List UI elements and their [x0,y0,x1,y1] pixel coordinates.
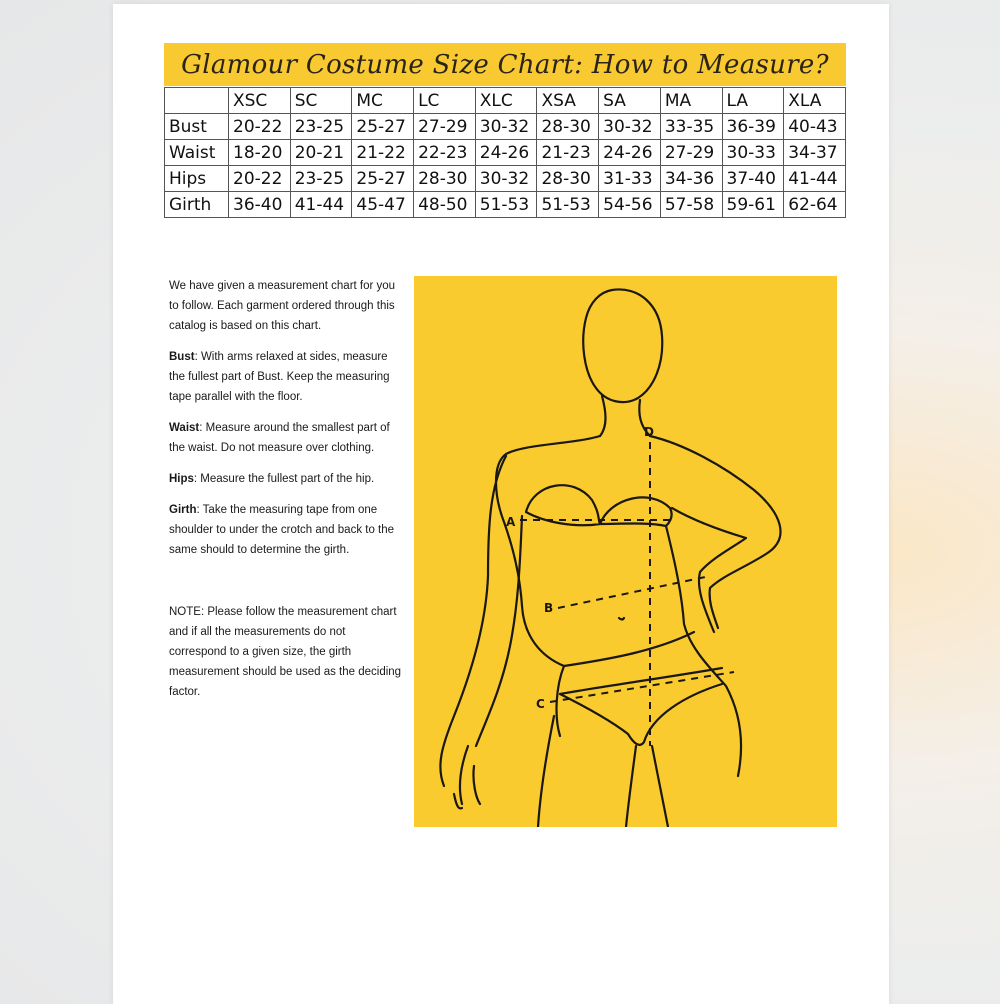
row-label: Hips [165,166,229,192]
table-cell: 36-39 [722,114,784,140]
row-label: Bust [165,114,229,140]
size-header: XLA [784,88,846,114]
size-header: LA [722,88,784,114]
right-torso-outline [666,526,741,776]
table-cell: 21-23 [537,140,599,166]
girth-text: : Take the measuring tape from one shoulder to under the crotch and back to the same should to determine the girth. [169,504,395,556]
bust-label: Bust [169,351,195,363]
size-chart-header [165,88,846,114]
table-cell: 37-40 [722,166,784,192]
table-cell: 20-21 [290,140,352,166]
table-cell: 24-26 [599,140,661,166]
line-c-hips [550,672,734,702]
table-cell: 51-53 [475,192,537,218]
bust-text: : With arms relaxed at sides, measure the fullest part of Bust. Keep the measuring tape parallel with the floor. [169,351,390,403]
size-header: XSA [537,88,599,114]
table-cell: 28-30 [537,114,599,140]
table-cell: 30-32 [475,114,537,140]
title-banner [164,43,846,86]
navel-mark [619,618,624,620]
table-cell: 23-25 [290,166,352,192]
marker-d-label: D [644,425,654,439]
size-header: SC [290,88,352,114]
table-cell: 20-22 [229,114,291,140]
girth-label: Girth [169,504,197,516]
corner-cell [165,88,229,114]
table-row-hips [165,166,846,192]
left-leg-outline [538,716,554,827]
waist-instruction [169,418,405,458]
left-arm-outline [440,456,506,808]
size-header: MA [660,88,722,114]
table-cell: 30-32 [475,166,537,192]
table-row-waist [165,140,846,166]
waist-label: Waist [169,422,200,434]
table-cell: 28-30 [537,166,599,192]
neck-outline [600,396,606,436]
left-arm-inner [476,516,522,746]
table-row-girth [165,192,846,218]
leg-inner-outline [626,746,668,827]
table-cell: 33-35 [660,114,722,140]
table-cell: 18-20 [229,140,291,166]
table-cell: 25-27 [352,166,414,192]
table-cell: 62-64 [784,192,846,218]
table-cell: 59-61 [722,192,784,218]
table-cell: 27-29 [414,114,476,140]
size-header: SA [599,88,661,114]
table-cell: 28-30 [414,166,476,192]
table-cell: 20-22 [229,166,291,192]
measurement-instructions [169,276,405,713]
table-cell: 21-22 [352,140,414,166]
line-b-waist [558,576,710,608]
table-row-bust [165,114,846,140]
table-cell: 23-25 [290,114,352,140]
table-cell: 41-44 [784,166,846,192]
waist-text: : Measure around the smallest part of the waist. Do not measure over clothing. [169,422,390,454]
table-cell: 36-40 [229,192,291,218]
size-header: XLC [475,88,537,114]
table-cell: 22-23 [414,140,476,166]
bust-instruction [169,347,405,407]
size-header: MC [352,88,414,114]
table-cell: 54-56 [599,192,661,218]
table-cell: 30-32 [599,114,661,140]
table-cell: 24-26 [475,140,537,166]
note-paragraph: NOTE: Please follow the measurement chart and if all the measurements do not correspond to a given size, the girth measurement should be used as the deciding factor. [169,606,402,698]
marker-b-label: B [544,601,554,615]
table-cell: 34-37 [784,140,846,166]
left-torso-outline [496,436,600,736]
size-chart-table [164,87,846,218]
body-outline-illustration [414,276,837,827]
hips-text: : Measure the fullest part of the hip. [193,473,375,485]
table-cell: 27-29 [660,140,722,166]
row-label: Girth [165,192,229,218]
intro-paragraph: We have given a measurement chart for you to follow. Each garment ordered through this catalog is based on this chart. [169,280,396,332]
table-cell: 45-47 [352,192,414,218]
hips-instruction [169,469,405,489]
table-cell: 41-44 [290,192,352,218]
marker-a-label: A [506,515,516,529]
size-header: XSC [229,88,291,114]
hips-label: Hips [169,473,194,485]
table-cell: 51-53 [537,192,599,218]
measurement-figure-panel [414,276,837,827]
size-header: LC [414,88,476,114]
table-cell: 30-33 [722,140,784,166]
girth-instruction [169,500,405,560]
table-cell: 40-43 [784,114,846,140]
table-cell: 48-50 [414,192,476,218]
row-label: Waist [165,140,229,166]
table-cell: 25-27 [352,114,414,140]
head-outline [583,289,662,402]
marker-c-label: C [536,697,545,711]
table-cell: 57-58 [660,192,722,218]
table-cell: 34-36 [660,166,722,192]
table-cell: 31-33 [599,166,661,192]
right-arm-outline [650,436,781,628]
page-title: Glamour Costume Size Chart: How to Measure? [181,49,829,80]
panty-outline [560,632,722,745]
